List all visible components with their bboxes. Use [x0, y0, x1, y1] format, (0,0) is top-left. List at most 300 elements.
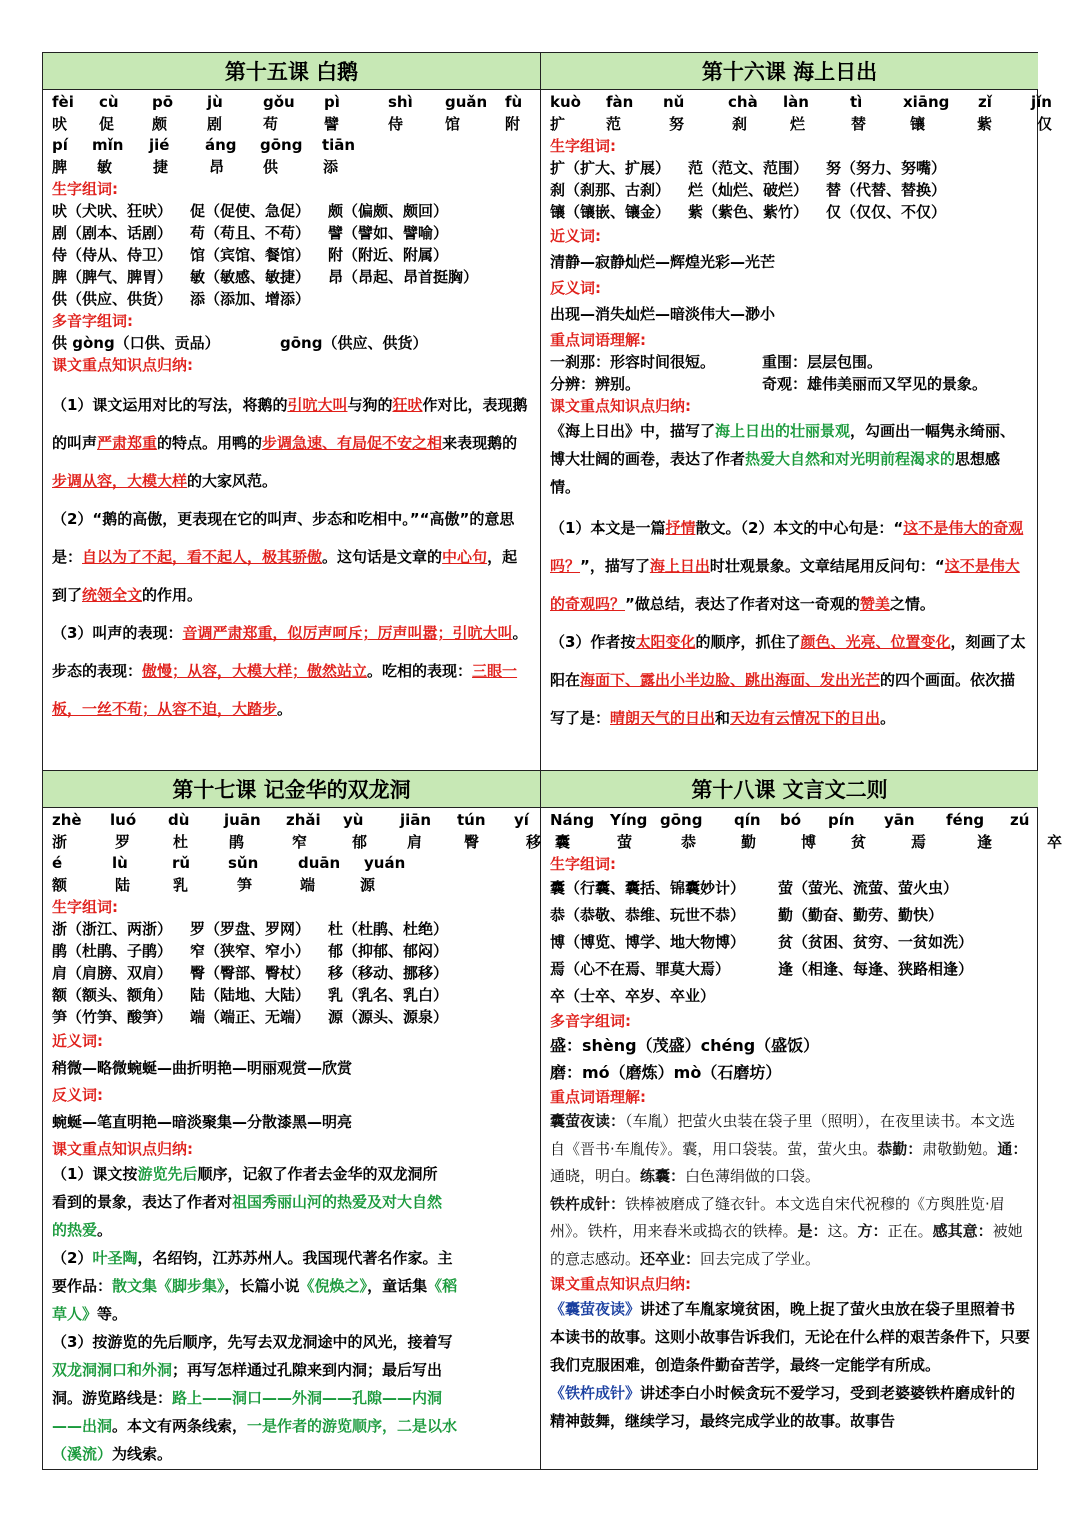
pinyin: pín	[828, 811, 855, 829]
text: 讲述李白小时候贪玩不爱学习，受到老婆婆铁杵磨成针的精神鼓舞，继续学习，最终完成学业的故事。故事告	[550, 1384, 1016, 1430]
char: 譬	[324, 114, 340, 133]
char: 博	[801, 832, 817, 851]
pinyin: luó	[110, 811, 137, 829]
word-group: 侍（侍从、侍卫）	[52, 246, 173, 264]
char: 恭	[681, 832, 697, 851]
pinyin: shì	[388, 93, 413, 111]
l15-char-row-2	[52, 157, 532, 179]
pinyin: guǎn	[445, 93, 488, 111]
highlight: 中心句	[442, 548, 488, 566]
highlight: 三眼一板，一丝不苟；从容不迫，大踏步	[52, 662, 518, 718]
word-row	[550, 983, 1030, 1010]
story-title: 《囊萤夜读》	[550, 1300, 641, 1318]
key-point-1	[52, 386, 532, 500]
key-point-3	[52, 614, 532, 728]
section-heading: 课文重点知识点归纳:	[52, 356, 193, 374]
word-group: 臀（臀部、臀杖）	[190, 964, 311, 982]
highlight: 晴朗天气的日出	[610, 709, 716, 727]
word-row	[52, 940, 532, 962]
word-group: 焉（心不在焉、罪莫大焉）	[550, 960, 731, 978]
word-group: 源（源头、源泉）	[328, 1008, 449, 1026]
highlight: 天边有云情况下的日出	[730, 709, 881, 727]
pinyin: yí	[514, 811, 529, 829]
word-group: 剧（剧本、话剧）	[52, 224, 173, 242]
char: 促	[99, 114, 115, 133]
highlight: 严肃郑重	[97, 434, 158, 452]
l17-char-row-1	[52, 832, 542, 854]
text: （3）作者按	[550, 633, 636, 651]
key-point-1	[52, 1160, 452, 1244]
word-group: 移（移动、挪移）	[328, 964, 449, 982]
text: 。	[277, 700, 293, 718]
text: 。这句话是文章的	[322, 548, 443, 566]
pinyin: zhè	[52, 811, 82, 829]
pinyin: é	[52, 854, 63, 872]
char: 供	[263, 157, 279, 176]
vocab-row	[550, 351, 1030, 373]
polyphone: 磨：mó（磨炼）mò（石磨坊）	[550, 1063, 782, 1082]
term: 通：	[997, 1139, 1028, 1158]
word-group: 乳（乳名、乳白）	[328, 986, 449, 1004]
key-summary	[550, 417, 1030, 501]
pinyin: jǐn	[1031, 93, 1052, 111]
pinyin: yù	[343, 811, 364, 829]
char: 移	[526, 832, 542, 851]
char: 侍	[388, 114, 404, 133]
char: 苟	[263, 114, 279, 133]
highlight: 统领全文	[82, 586, 143, 604]
char: 扩	[550, 114, 566, 133]
lesson-17-title: 第十七课 记金华的双龙洞	[43, 771, 540, 808]
highlight: 游览先后	[137, 1165, 198, 1183]
word-group: 郁（抑郁、郁闷）	[328, 942, 449, 960]
text: （2）	[52, 1249, 93, 1267]
section-heading: 近义词:	[52, 1032, 103, 1050]
section-heading: 近义词:	[550, 227, 601, 245]
text: 的作用。	[142, 586, 203, 604]
word-group: 仅（仅仅、不仅）	[826, 203, 947, 221]
section-heading: 课文重点知识点归纳:	[550, 397, 691, 415]
highlight: 这不是伟大的奇观吗？	[550, 519, 1024, 575]
word-row	[550, 201, 1030, 223]
text: 的顺序，抓住了	[695, 633, 801, 651]
text: （3）按游览的先后顺序，先写去双龙洞途中的风光，接着写	[52, 1333, 453, 1351]
pinyin: zǐ	[978, 93, 992, 111]
pinyin: qín	[734, 811, 761, 829]
key-point-2	[52, 1244, 467, 1328]
highlight: 一是作者的游览顺序，二是以水（溪流）	[52, 1417, 458, 1463]
highlight: 这不是伟大的奇观吗？	[550, 557, 1020, 613]
highlight: 海上日出	[649, 557, 710, 575]
char: 肩	[407, 832, 423, 851]
highlight: 自以为了不起，看不起人，极其骄傲	[82, 548, 323, 566]
char: 剧	[207, 114, 223, 133]
word-row	[52, 962, 532, 984]
worksheet	[42, 52, 1063, 1470]
char: 刹	[732, 114, 748, 133]
highlight: 太阳变化	[635, 633, 696, 651]
vocab: 一刹那：形容时间很短。	[550, 353, 716, 371]
highlight: 热爱大自然和对光明前程渴求的	[745, 450, 956, 468]
pinyin: tiān	[322, 136, 356, 154]
text: （3）叫声的表现：	[52, 624, 183, 642]
vocab-row	[550, 373, 1030, 395]
word-group: 恭（恭敬、恭维、玩世不恭）	[550, 906, 746, 924]
text: 作对比，表现鹅的叫声	[52, 396, 528, 452]
l16-pinyin-row	[550, 92, 1052, 114]
char: 敏	[97, 157, 113, 176]
pinyin: bó	[780, 811, 802, 829]
pinyin: zú	[1010, 811, 1030, 829]
pinyin: fàn	[606, 93, 634, 111]
word-row	[52, 1006, 532, 1028]
pinyin: fèi	[52, 93, 74, 111]
key-point-3	[550, 623, 1030, 737]
text: 的四个画面。依次描写了是：	[550, 671, 1016, 727]
term: 还卒业：	[640, 1249, 701, 1268]
text: （2）“鹅的高傲，更表现在它的叫声、步态和吃相中。”“高傲”的意思是：	[52, 510, 515, 566]
text: （1）本文是一篇	[550, 519, 666, 537]
l17-pinyin-row-2	[52, 853, 532, 875]
lesson-15-title: 第十五课 白鹅	[43, 53, 540, 90]
word-group: 脾（脾气、脾胃）	[52, 268, 173, 286]
highlight: 赞美	[859, 595, 890, 613]
highlight: 海面下、露出小半边脸、跳出海面、发出光芒	[580, 671, 881, 689]
char: 额	[52, 875, 68, 894]
char: 杜	[173, 832, 189, 851]
section-heading: 生字组词:	[550, 137, 616, 155]
vocab: 奇观：雄伟美丽而又罕见的景象。	[762, 375, 988, 393]
char: 烂	[790, 114, 806, 133]
word-group: 范（范文、范围）	[688, 159, 809, 177]
word-group: 添（添加、增添）	[190, 290, 311, 308]
text: ；再写怎样通过孔隙来到内洞；最后写出洞。游览路线是：	[52, 1361, 443, 1407]
char: 源	[360, 875, 376, 894]
text: 。吃相的表现：	[367, 662, 473, 680]
text: ，起到了	[52, 548, 518, 604]
text: （1）课文按	[52, 1165, 138, 1183]
char: 逢	[977, 832, 993, 851]
pinyin: lù	[112, 854, 128, 872]
pinyin: tún	[457, 811, 486, 829]
text: 《海上日出》中，描写了	[550, 422, 716, 440]
pinyin: Náng	[550, 811, 595, 829]
section-heading: 多音字组词:	[550, 1012, 631, 1030]
pinyin: kuò	[550, 93, 581, 111]
text: 和	[715, 709, 731, 727]
word-group: 镶（镶嵌、镶金）	[550, 203, 671, 221]
char: 臀	[464, 832, 480, 851]
text: 。	[880, 709, 896, 727]
antonyms: 蜿蜒—笔直明艳—暗淡聚集—分散漆黑—明亮	[52, 1113, 353, 1131]
pinyin: pì	[324, 93, 340, 111]
l17-pinyin-row-1	[52, 810, 532, 832]
term: 是：	[797, 1222, 828, 1240]
l15-char-row-1	[52, 114, 532, 136]
word-row	[52, 918, 532, 940]
word-group: 吠（犬吠、狂吠）	[52, 202, 173, 220]
text: 时壮观景象。文章结尾用反问句：“	[709, 557, 945, 575]
text: 肃敬勤勉。	[922, 1139, 998, 1158]
l18-char-row	[550, 832, 1063, 854]
word-group: 囊（行囊、囊括、锦囊妙计）	[550, 879, 746, 897]
highlight: 《稻草人》	[52, 1277, 458, 1323]
vocab-paragraph-1	[550, 1108, 1030, 1191]
text: ，童话集	[367, 1277, 428, 1295]
text: 讲述了车胤家境贫困，晚上捉了萤火虫放在袋子里照着书本读书的故事。这则小故事告诉我们，无论在什么样的艰苦条件下，只要我们克服困难，创造条件勤奋苦学，最终一定能学有所成。	[550, 1300, 1031, 1374]
word-group: 贫（贫困、贫穷、一贫如洗）	[778, 933, 974, 951]
term: 恭勤：	[877, 1139, 923, 1158]
char: 鹃	[229, 832, 245, 851]
word-row	[52, 244, 532, 266]
char: 颇	[152, 114, 168, 133]
char: 吠	[52, 114, 68, 133]
pinyin: dù	[168, 811, 190, 829]
text: ，名绍钧，江苏苏州人。我国现代著名作家。主要作品：	[52, 1249, 453, 1295]
lesson-16-panel	[541, 53, 1053, 771]
text: 。步态的表现：	[52, 624, 528, 680]
char: 紫	[977, 114, 993, 133]
text: 这。	[827, 1222, 858, 1240]
word-row	[52, 222, 532, 244]
char: 郁	[352, 832, 368, 851]
pinyin: gōng	[660, 811, 703, 829]
text: 与狗的	[347, 396, 393, 414]
word-row	[550, 902, 1030, 929]
text: 顺序，记叙了作者去金华的双龙洞所看到的景象，表达了作者对	[52, 1165, 438, 1211]
word-group: 罗（罗盘、罗网）	[190, 920, 311, 938]
l15-pinyin-row-2	[52, 135, 532, 157]
vocab-paragraph-2	[550, 1191, 1030, 1274]
word-group: 萤（萤光、流萤、萤火虫）	[778, 879, 959, 897]
text: ”，描写了	[580, 557, 650, 575]
vocab: 重围：层层包围。	[762, 353, 883, 371]
pinyin: juān	[224, 811, 261, 829]
synonyms: 稍微—略微蜿蜒—曲折明艳—明丽观赏—欣赏	[52, 1059, 353, 1077]
pinyin: xiāng	[903, 93, 950, 111]
text: 正在。	[887, 1222, 933, 1240]
char: 仅	[1037, 114, 1053, 133]
char: 卒	[1047, 832, 1063, 851]
word-row	[550, 157, 1030, 179]
highlight: 步调急速、有局促不安之相	[262, 434, 443, 452]
section-heading: 反义词:	[550, 279, 601, 297]
char: 镶	[910, 114, 926, 133]
pinyin: rǔ	[172, 854, 191, 872]
pinyin: chà	[728, 93, 758, 111]
text: 思想感情。	[550, 450, 1001, 496]
l18-pinyin-row	[550, 810, 1030, 832]
term: 铁杵成针：	[550, 1194, 626, 1213]
word-group: 陆（陆地、大陆）	[190, 986, 311, 1004]
word-row	[550, 179, 1030, 201]
vocab: 分辨：辨别。	[550, 375, 641, 393]
word-row	[550, 929, 1030, 956]
pinyin: yuán	[364, 854, 406, 872]
word-group: 促（促使、急促）	[190, 202, 311, 220]
text: ，长篇小说	[224, 1277, 300, 1295]
text: 被她的意志感动。	[550, 1222, 1023, 1268]
highlight: 步调从容，大模大样	[52, 472, 188, 490]
char: 笋	[237, 875, 253, 894]
key-point-2	[52, 500, 532, 614]
word-group: 杜（杜鹃、杜绝）	[328, 920, 449, 938]
key-point-1-2	[550, 509, 1030, 623]
char: 罗	[115, 832, 131, 851]
term: 囊萤夜读：	[550, 1112, 626, 1130]
text: 来表现鹅的	[442, 434, 518, 452]
l16-char-row	[550, 114, 1053, 136]
pinyin: jù	[207, 93, 223, 111]
highlight: 《倪焕之》	[299, 1277, 368, 1295]
section-heading: 生字组词:	[52, 180, 118, 198]
word-group: 替（代替、替换）	[826, 181, 947, 199]
pinyin: mǐn	[92, 136, 124, 154]
pinyin: yān	[884, 811, 915, 829]
text: 回去完成了学业。	[700, 1249, 821, 1268]
pinyin: duān	[298, 854, 341, 872]
text: ”做总结，表达了作者对这一奇观的	[625, 595, 860, 613]
l17-char-row-2	[52, 875, 532, 897]
word-group: 端（端正、无端）	[190, 1008, 311, 1026]
word-group: 刹（刹那、古刹）	[550, 181, 671, 199]
section-heading: 重点词语理解:	[550, 1088, 646, 1106]
pinyin: gǒu	[263, 93, 295, 111]
char: 焉	[911, 832, 927, 851]
word-group: 肩（肩膀、双肩）	[52, 964, 173, 982]
highlight: 散文集《脚步集》	[112, 1277, 225, 1295]
word-group	[328, 288, 532, 310]
word-group: 敏（敏感、敏捷）	[190, 268, 311, 286]
pinyin: tì	[850, 93, 863, 111]
word-group: 烂（灿烂、破烂）	[688, 181, 809, 199]
antonyms: 出现—消失灿烂—暗淡伟大—渺小	[550, 305, 776, 323]
char: 端	[300, 875, 316, 894]
text: 的特点。用鸭的	[157, 434, 263, 452]
char: 添	[323, 157, 339, 176]
char: 替	[851, 114, 867, 133]
lesson-17-panel	[43, 771, 541, 1469]
pinyin: áng	[205, 136, 237, 154]
char: 范	[606, 114, 622, 133]
highlight: 双龙洞洞口和外洞	[52, 1361, 173, 1379]
polyphone: 供 gòng（口供、贡品）	[52, 334, 220, 352]
char: 浙	[52, 832, 68, 851]
highlight: 路上——洞口——外洞——孔隙——内洞——出洞	[52, 1389, 443, 1435]
highlight: 祖国秀丽山河的热爱及对大自然的热爱	[52, 1193, 443, 1239]
word-row	[52, 200, 532, 222]
word-group: 勤（勤奋、勤劳、勤快）	[778, 906, 944, 924]
pinyin: nǔ	[663, 93, 685, 111]
word-row	[52, 266, 532, 288]
word-group: 鹃（杜鹃、子鹃）	[52, 942, 173, 960]
highlight: 音调严肃郑重，似厉声呵斥；厉声叫嚣；引吭大叫	[182, 624, 513, 642]
term: 方：	[857, 1222, 888, 1240]
char: 贫	[851, 832, 867, 851]
highlight: 狂吠	[392, 396, 423, 414]
text: 铁棒被磨成了缝衣针。本文选自宋代祝穆的《方舆胜览·眉州》。铁杵，用来舂米或捣衣的铁棒。	[550, 1194, 1005, 1240]
char: 陆	[115, 875, 131, 894]
pinyin: gōng	[260, 136, 303, 154]
l15-pinyin-row-1	[52, 92, 532, 114]
text: 之情。	[889, 595, 935, 613]
key-point-3	[52, 1328, 462, 1468]
lesson-18-panel	[541, 771, 1063, 1469]
text: 的大家风范。	[187, 472, 278, 490]
section-heading: 课文重点知识点归纳:	[550, 1275, 691, 1293]
char: 努	[669, 114, 685, 133]
pinyin: pō	[152, 93, 174, 111]
word-group: 浙（浙江、两浙）	[52, 920, 173, 938]
word-row	[550, 875, 1030, 902]
char: 乳	[173, 875, 189, 894]
highlight: 抒情	[665, 519, 696, 537]
text: 白色薄绢做的口袋。	[685, 1167, 821, 1185]
section-heading: 多音字组词:	[52, 312, 133, 330]
polyphone-row	[52, 332, 532, 354]
word-group: 颇（偏颇、颇回）	[328, 202, 449, 220]
char: 勤	[741, 832, 757, 851]
synonyms: 清静—寂静灿烂—辉煌光彩—光芒	[550, 253, 776, 271]
word-group: 譬（譬如、譬喻）	[328, 224, 449, 242]
text: ，勾画出一幅隽永绮丽、博大壮阔的画卷，表达了作者	[550, 422, 1016, 468]
section-heading: 反义词:	[52, 1086, 103, 1104]
term: 练囊：	[640, 1167, 686, 1185]
pinyin: pí	[52, 136, 68, 154]
word-row	[52, 288, 532, 310]
word-group: 努（努力、努嘴）	[826, 159, 947, 177]
word-row	[550, 956, 1030, 983]
char: 捷	[153, 157, 169, 176]
word-group: 额（额头、额角）	[52, 986, 173, 1004]
highlight: 海上日出的壮丽景观	[715, 422, 851, 440]
highlight: 颜色、光亮、位置变化	[800, 633, 951, 651]
text: 等。	[97, 1305, 128, 1323]
char: 附	[505, 114, 521, 133]
char: 昂	[209, 157, 225, 176]
char: 窄	[292, 832, 308, 851]
word-group: 扩（扩大、扩展）	[550, 159, 671, 177]
highlight: 叶圣陶	[92, 1249, 138, 1267]
section-heading: 重点词语理解:	[550, 331, 646, 349]
text: 散文。（2）本文的中心句是：“	[695, 519, 904, 537]
polyphone: gōng（供应、供货）	[280, 334, 428, 352]
pinyin: jiān	[400, 811, 432, 829]
lesson-16-title: 第十六课 海上日出	[541, 53, 1038, 90]
word-group: 苟（苟且、不苟）	[190, 224, 311, 242]
char: 萤	[617, 832, 633, 851]
section-heading: 生字组词:	[550, 855, 616, 873]
text: （1）课文运用对比的写法，将鹅的	[52, 396, 288, 414]
key-point-1	[550, 1295, 1030, 1379]
pinyin: Yíng	[610, 811, 648, 829]
word-row	[52, 984, 532, 1006]
char: 脾	[52, 157, 68, 176]
word-group: 供（供应、供货）	[52, 290, 173, 308]
lesson-18-title: 第十八课 文言文二则	[541, 771, 1038, 808]
highlight: 引吭大叫	[287, 396, 348, 414]
word-group: 卒（士卒、卒岁、卒业）	[550, 987, 716, 1005]
term: 感其意：	[932, 1222, 993, 1240]
pinyin: zhǎi	[286, 811, 321, 829]
pinyin: cù	[99, 93, 119, 111]
word-group: 笋（竹笋、酸笋）	[52, 1008, 173, 1026]
pinyin: féng	[946, 811, 985, 829]
pinyin: làn	[783, 93, 809, 111]
word-group: 紫（紫色、紫竹）	[688, 203, 809, 221]
word-group: 馆（宾馆、餐馆）	[190, 246, 311, 264]
char: 囊	[555, 832, 571, 851]
